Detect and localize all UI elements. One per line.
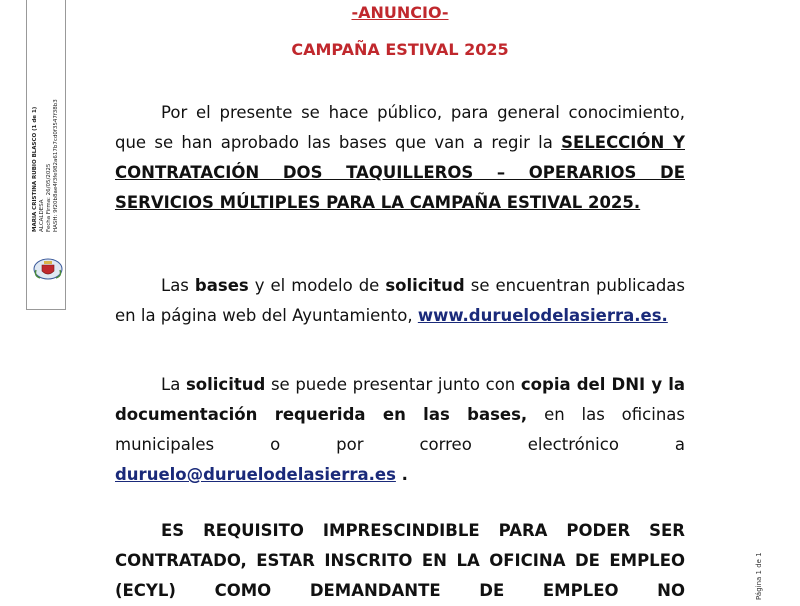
- email-link[interactable]: duruelo@duruelodelasierra.es: [115, 465, 396, 484]
- paragraph-publication: [115, 271, 685, 331]
- approval-intro: Por el presente se hace público, para general conocimiento, que se han aprobado las bases que van a regir la: [115, 103, 685, 152]
- bold-solicitud: solicitud: [185, 375, 266, 394]
- municipal-seal-icon: [32, 256, 64, 282]
- requirement-text: ES REQUISITO IMPRESCINDIBLE PARA PODER SER CONTRATADO, ESTAR INSCRITO EN LA OFICINA DE EMPLEO (ECYL) COMO DEMANDANTE DE EMPLEO NO: [115, 521, 685, 600]
- paragraph-requirement: [115, 516, 685, 606]
- text-span: .: [395, 465, 408, 484]
- signature-date: Fecha Firma: 26/05/2025: [46, 163, 52, 232]
- bold-documents: copia del DNI y la documentación requerida en las bases,: [115, 375, 685, 424]
- signer-role: ALCALDESA: [39, 199, 45, 232]
- page-indicator: Página 1 de 1: [755, 552, 763, 600]
- announcement-heading: -ANUNCIO-: [351, 3, 449, 22]
- text-span: en las oficinas municipales o por correo electrónico a: [115, 405, 685, 454]
- text-span: se encuentran publicadas en la página web del Ayuntamiento,: [115, 276, 685, 325]
- approval-subject: SELECCIÓN Y CONTRATACIÓN DOS TAQUILLEROS – OPERARIOS DE SERVICIOS MÚLTIPLES PARA LA CAMPAÑA ESTIVAL 2025.: [115, 133, 685, 212]
- bold-bases: bases: [194, 276, 249, 295]
- signature-hash: HASH: 9f20b8ae4f3fe982a617b7cd0f3547f38b3: [53, 99, 59, 232]
- text-span: Las: [161, 276, 195, 295]
- paragraph-approval: [115, 98, 685, 218]
- text-span: se puede presentar junto con: [265, 375, 521, 394]
- text-span: La: [161, 375, 186, 394]
- campaign-heading: CAMPAÑA ESTIVAL 2025: [291, 40, 509, 59]
- signature-block: [32, 0, 60, 232]
- signer-name: MARIA CRISTINA RUBIO BLASCO (1 de 1): [32, 106, 38, 232]
- bold-solicitud: solicitud: [385, 276, 465, 295]
- website-link[interactable]: www.duruelodelasierra.es.: [417, 306, 668, 325]
- paragraph-submission: [115, 370, 685, 490]
- text-span: y el modelo de: [248, 276, 386, 295]
